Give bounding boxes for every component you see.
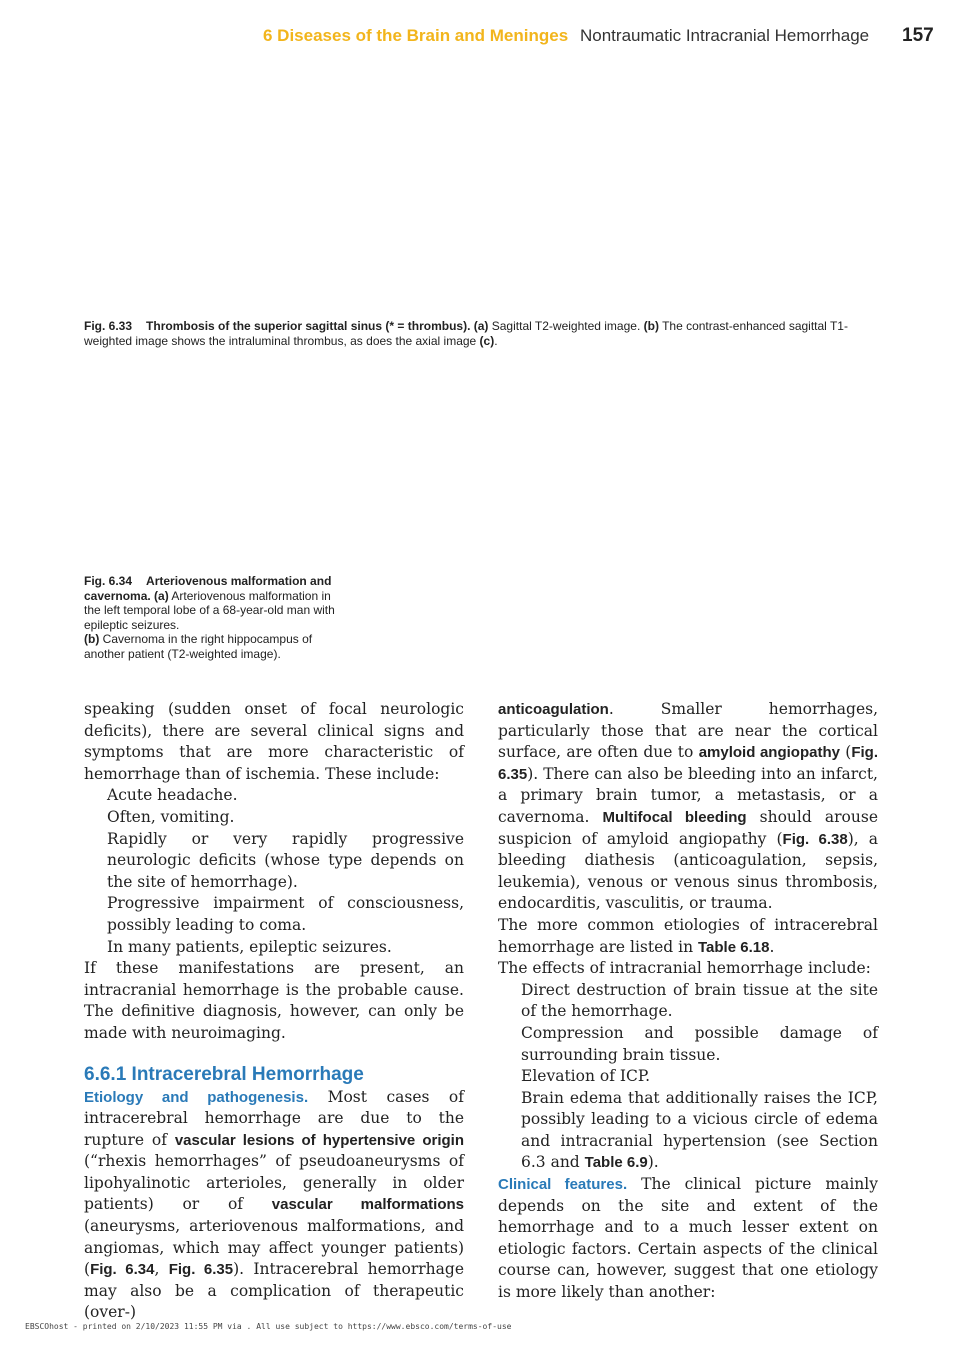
text-run: ( [839, 743, 852, 762]
bold-term: vascular lesions of hypertensive origin [174, 1131, 464, 1149]
figure-label: Fig. 6.34 [84, 574, 133, 588]
paragraph [498, 1174, 878, 1304]
part-b-marker: (b) [84, 632, 100, 646]
paragraph: The effects of intracranial hemorrhage include: [498, 959, 871, 978]
paragraph: speaking (sudden onset of focal neurologic deficits), there are several clinical signs and symptoms that are more characteristic of hemorrhage than of ischemia. These include: [84, 700, 464, 783]
paragraph [498, 699, 878, 915]
text-run: (aneurysms, arteriovenous malformations, and angiomas, which may affect younger patients) ( [84, 1217, 464, 1279]
part-a-text: Sagittal T2-weighted image. [488, 319, 644, 333]
paragraph: If these manifestations are present, an intracranial hemorrhage is the probable cause. The definitive diagnosis, however, can only be made with neuroimaging. [84, 959, 464, 1042]
page-number: 157 [902, 25, 934, 46]
text-run: should arouse suspicion of amyloid angiopathy ( [498, 807, 878, 848]
part-b-text: The contrast-enhanced sagittal T1-weighted image shows the intraluminal thrombus, as does the axial image [84, 319, 848, 348]
left-text-column [84, 699, 464, 1324]
text-run: ). There can also be bleeding into an infarct, a primary brain tumor, a metastasis, or a cavernoma. [498, 764, 878, 826]
text-run: ). Intracerebral hemorrhage may also be a complication of therapeutic (over-) [84, 1260, 464, 1322]
text-run: ), a bleeding diathesis (anticoagulation, sepsis, leukemia), venous or venous sinus thrombosis, endocarditis, vasculitis, or trauma. [498, 829, 878, 913]
table-reference: Table 6.9 [584, 1154, 648, 1172]
part-a-marker: (a) [473, 319, 489, 333]
list-item: Often, vomiting. [107, 807, 235, 826]
part-b-marker: (b) [643, 319, 659, 333]
list-item [521, 1088, 878, 1174]
running-head-section: Nontraumatic Intracranial Hemorrhage [580, 26, 870, 45]
text-run: (“rhexis hemorrhages” of pseudoaneurysms of lipohyalinotic arterioles, generally in older patients) or of [84, 1152, 464, 1214]
run-in-heading: Clinical features. [498, 1176, 628, 1194]
text-run: ). [647, 1153, 659, 1172]
figure-reference: Fig. 6.34 [90, 1261, 155, 1279]
figure-6-33-caption [84, 319, 884, 348]
paragraph [498, 915, 878, 958]
print-footer: EBSCOhost - printed on 2/10/2023 11:55 PM via . All use subject to https://www.ebsco.com/terms-of-use [25, 1322, 512, 1331]
bold-term: vascular malformations [271, 1196, 464, 1214]
part-b-text: Cavernoma in the right hippocampus of another patient (T2-weighted image). [84, 632, 313, 661]
figure-reference: Fig. 6.35 [168, 1261, 234, 1279]
list-item: In many patients, epileptic seizures. [107, 937, 392, 956]
figure-reference: Fig. 6.38 [782, 830, 848, 848]
figure-6-34-caption [84, 574, 346, 661]
paragraph [84, 1087, 464, 1325]
list-item: Direct destruction of brain tissue at the site of the hemorrhage. [521, 980, 878, 1021]
text-run: Most cases of intracerebral hemorrhage are due to the rupture of [84, 1087, 464, 1149]
table-reference: Table 6.18 [698, 938, 770, 956]
right-text-column [498, 699, 878, 1304]
text-run: . Smaller hemorrhages, particularly those that are near the cortical surface, are often due to [498, 700, 878, 762]
part-c-marker: (c) [479, 333, 495, 348]
figure-reference: Fig. 6.35 [498, 744, 879, 783]
list-item: Acute headache. [107, 786, 238, 805]
run-in-heading: Etiology and pathogenesis. [84, 1088, 309, 1106]
list-item: Compression and possible damage of surrounding brain tissue. [521, 1023, 878, 1064]
section-heading: 6.6.1 Intracerebral Hemorrhage [84, 1063, 364, 1085]
bold-term: Multifocal bleeding [602, 808, 747, 826]
running-head-chapter: 6 Diseases of the Brain and Meninges [263, 26, 569, 45]
text-run: , [154, 1260, 169, 1279]
figure-label: Fig. 6.33 [84, 319, 133, 333]
figure-title: Arteriovenous malformation and cavernoma. [84, 574, 332, 603]
text-run: Brain edema that additionally raises the ICP, possibly leading to a vicious circle of edema and intracranial hypertension (see Section 6.3 and [521, 1088, 878, 1172]
bold-term: amyloid angiopathy [698, 744, 840, 762]
part-a-marker: (a) [154, 588, 169, 603]
text-run: The clinical picture mainly depends on the site and extent of the hemorrhage and to a much lesser extent on etiologic factors. Certain aspects of the clinical course can, however, suggest that one etiology is more likely than another: [498, 1175, 878, 1302]
figure-title: Thrombosis of the superior sagittal sinus (* = thrombus). [146, 319, 471, 333]
text-run: . [769, 937, 775, 956]
part-a-text: Arteriovenous malformation in the left temporal lobe of a 68-year-old man with epileptic seizures. [84, 588, 335, 632]
caption-end: . [494, 333, 498, 348]
list-item: Rapidly or very rapidly progressive neurologic deficits (whose type depends on the site of hemorrhage). [107, 829, 464, 891]
bold-term: anticoagulation [498, 701, 609, 718]
list-item: Progressive impairment of consciousness, possibly leading to coma. [107, 894, 464, 934]
text-run: The more common etiologies of intracerebral hemorrhage are listed in [498, 915, 878, 956]
list-item: Elevation of ICP. [521, 1067, 651, 1086]
